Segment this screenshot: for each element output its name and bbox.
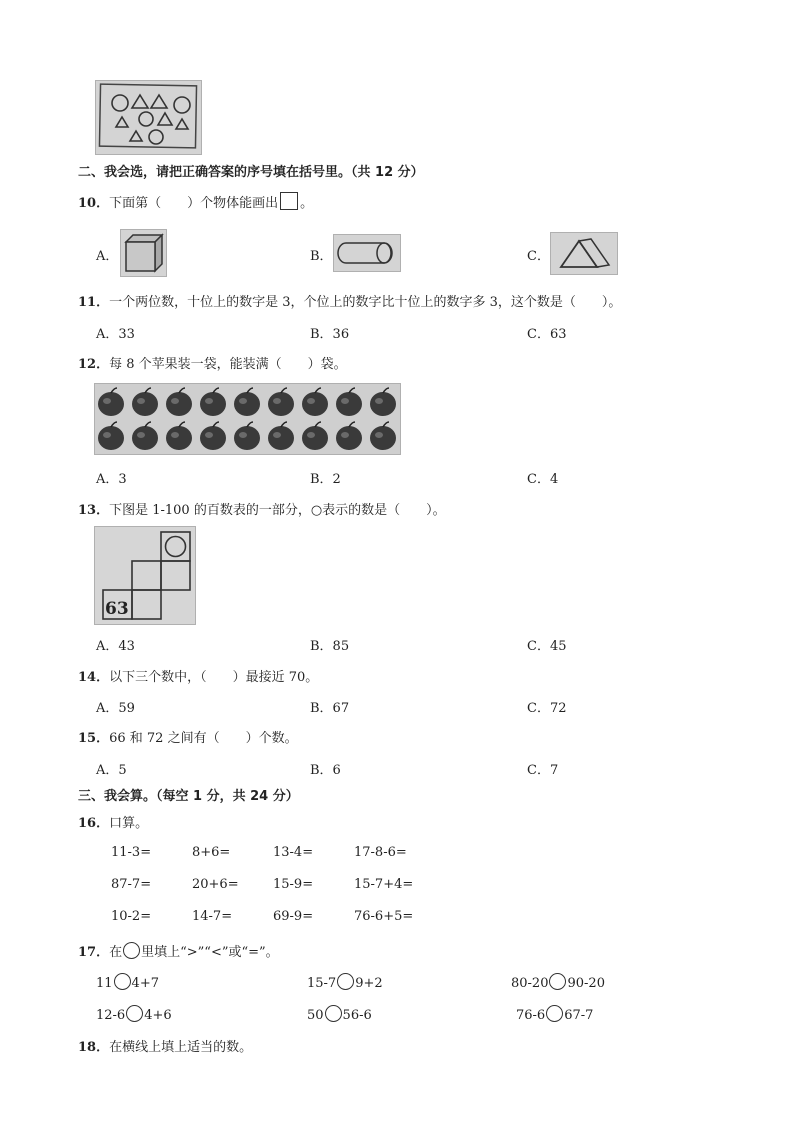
question-text: 口算。	[109, 816, 149, 831]
apple-icon	[234, 422, 260, 450]
calc-2-1: 87-7=	[111, 877, 152, 892]
question-text: 每 8 个苹果装一袋，能装满（ ）袋。	[109, 357, 347, 372]
apple-icon	[200, 388, 226, 416]
apple-icon	[234, 388, 260, 416]
compare-circle-icon[interactable]	[546, 1005, 563, 1022]
compare-item-5	[307, 1005, 372, 1023]
cylinder-icon	[334, 235, 400, 271]
question-18	[78, 1036, 252, 1055]
q14-option-b: B．67	[310, 701, 350, 716]
q11-option-b: B．36	[310, 327, 350, 342]
question-number: 14．	[78, 670, 110, 685]
q11-option-a: A．33	[96, 327, 135, 342]
calc-3-1: 10-2=	[111, 909, 152, 924]
question-number: 16．	[78, 816, 110, 831]
calc-1-1: 11-3=	[111, 845, 152, 860]
question-number: 15．	[78, 731, 110, 746]
compare-left: 12-6	[96, 1008, 126, 1023]
shapes-card-photo	[95, 80, 202, 155]
apples-photo	[94, 383, 401, 455]
question-text: 以下三个数中，（ ）最接近 70。	[109, 670, 319, 685]
q14-option-c: C．72	[527, 701, 567, 716]
compare-right: 67-7	[564, 1008, 594, 1023]
calc-2-4: 15-7+4=	[354, 877, 414, 892]
question-number: 10．	[78, 196, 110, 211]
question-12	[78, 353, 347, 372]
compare-left: 11	[96, 976, 113, 991]
question-text: 下面第（ ）个物体能画出	[109, 196, 279, 211]
apple-icon	[200, 422, 226, 450]
compare-circle-icon[interactable]	[126, 1005, 143, 1022]
compare-item-1	[96, 973, 159, 991]
apples-grid	[95, 384, 400, 454]
cylinder-photo	[333, 234, 401, 272]
calc-1-4: 17-8-6=	[354, 845, 407, 860]
q10-option-c-label: C．	[527, 249, 550, 264]
apple-icon	[336, 422, 362, 450]
question-text-end: 。	[300, 196, 314, 211]
question-number: 17．	[78, 945, 110, 960]
calc-1-3: 13-4=	[273, 845, 314, 860]
calc-3-2: 14-7=	[192, 909, 233, 924]
apple-icon	[302, 388, 328, 416]
hundred-chart-number: 63	[105, 599, 129, 619]
calc-1-2: 8+6=	[192, 845, 231, 860]
apple-icon	[336, 388, 362, 416]
q15-option-c: C．7	[527, 763, 559, 778]
q13-option-c: C．45	[527, 639, 567, 654]
question-number: 12．	[78, 357, 110, 372]
question-text: 下图是 1-100 的百数表的一部分，○表示的数是（ ）。	[109, 503, 446, 518]
apple-icon	[370, 388, 396, 416]
question-text: 在横线上填上适当的数。	[109, 1040, 253, 1055]
compare-item-2	[307, 973, 383, 991]
compare-right: 4+6	[144, 1008, 172, 1023]
question-text: 66 和 72 之间有（ ）个数。	[109, 731, 298, 746]
q15-option-b: B．6	[310, 763, 341, 778]
compare-circle-icon[interactable]	[325, 1005, 342, 1022]
question-text: 一个两位数，十位上的数字是 3，个位上的数字比十位上的数字多 3，这个数是（ ）。	[109, 295, 622, 310]
prism-icon	[551, 233, 617, 274]
question-number: 18．	[78, 1040, 110, 1055]
question-15	[78, 727, 298, 746]
question-text-end: 里填上“>”“<”或“=”。	[141, 945, 279, 960]
circle-icon	[123, 942, 140, 959]
calc-3-4: 76-6+5=	[354, 909, 414, 924]
q12-option-a: A．3	[96, 472, 127, 487]
compare-left: 50	[307, 1008, 324, 1023]
compare-left: 80-20	[511, 976, 549, 991]
question-14	[78, 666, 318, 685]
compare-circle-icon[interactable]	[114, 973, 131, 990]
compare-left: 15-7	[307, 976, 337, 991]
q12-option-b: B．2	[310, 472, 341, 487]
compare-item-3	[511, 973, 605, 991]
q10-option-b-label: B．	[310, 249, 333, 264]
apple-icon	[166, 422, 192, 450]
calc-3-3: 69-9=	[273, 909, 314, 924]
apple-icon	[302, 422, 328, 450]
compare-right: 90-20	[567, 976, 605, 991]
q10-option-a-label: A．	[96, 249, 119, 264]
calc-2-3: 15-9=	[273, 877, 314, 892]
q11-option-c: C．63	[527, 327, 567, 342]
question-17	[78, 941, 279, 960]
question-number: 11．	[78, 295, 110, 310]
triangular-prism-photo	[550, 232, 618, 275]
compare-right: 56-6	[342, 1008, 372, 1023]
compare-right: 9+2	[355, 976, 383, 991]
cube-photo	[120, 229, 167, 277]
cube-icon	[121, 230, 166, 276]
q14-option-a: A．59	[96, 701, 135, 716]
q12-option-c: C．4	[527, 472, 559, 487]
apple-icon	[268, 422, 294, 450]
apple-icon	[166, 388, 192, 416]
compare-circle-icon[interactable]	[337, 973, 354, 990]
apple-icon	[98, 388, 124, 416]
section-2-title: 二、我会选，请把正确答案的序号填在括号里。（共 12 分）	[78, 165, 424, 180]
compare-left: 76-6	[516, 1008, 546, 1023]
apple-icon	[370, 422, 396, 450]
q15-option-a: A．5	[96, 763, 127, 778]
compare-circle-icon[interactable]	[549, 973, 566, 990]
apple-icon	[98, 422, 124, 450]
question-13	[78, 499, 446, 518]
hundred-chart-staircase	[95, 527, 195, 624]
question-16	[78, 812, 148, 831]
apple-icon	[268, 388, 294, 416]
compare-right: 4+7	[131, 976, 159, 991]
apple-icon	[132, 422, 158, 450]
apple-icon	[132, 388, 158, 416]
section-3-title: 三、我会算。（每空 1 分，共 24 分）	[78, 789, 299, 804]
calc-2-2: 20+6=	[192, 877, 239, 892]
hundred-chart-photo	[94, 526, 196, 625]
q13-option-a: A．43	[96, 639, 135, 654]
question-number: 13．	[78, 503, 110, 518]
q13-option-b: B．85	[310, 639, 350, 654]
question-10	[78, 192, 313, 211]
question-text: 在	[109, 945, 123, 960]
shapes-card-drawing	[96, 81, 201, 154]
square-icon	[280, 192, 298, 210]
compare-item-6	[516, 1005, 593, 1023]
question-11	[78, 291, 621, 310]
compare-item-4	[96, 1005, 172, 1023]
